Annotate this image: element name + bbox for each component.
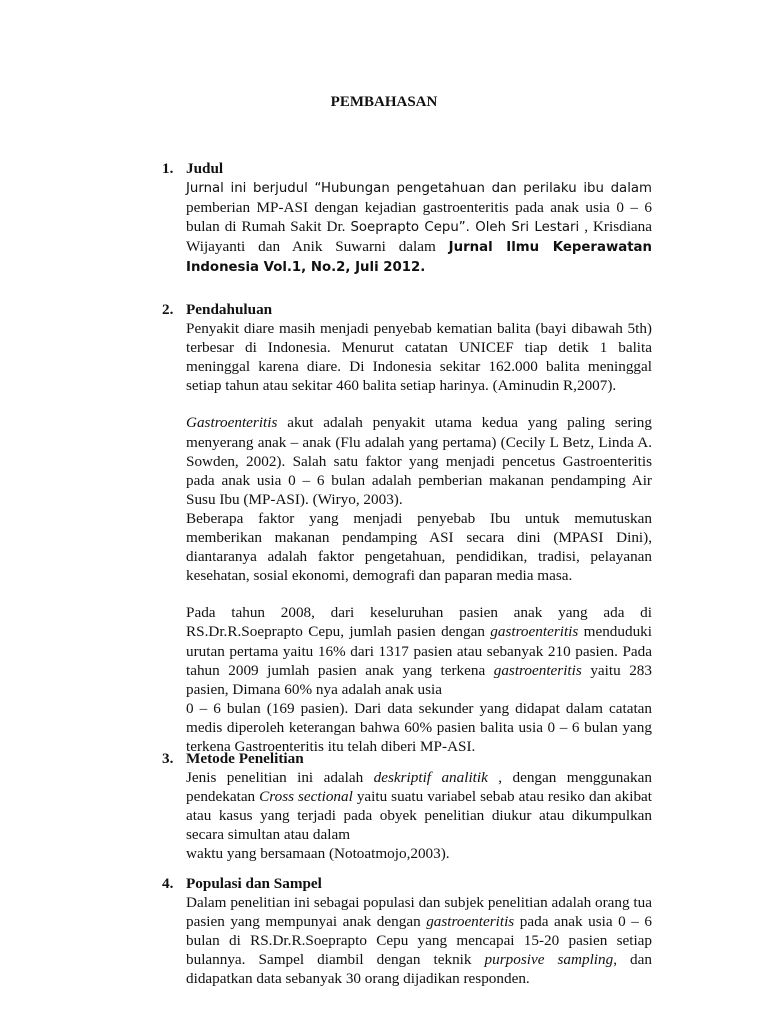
section-paragraph: Dalam penelitian ini sebagai populasi dan subjek penelitian adalah orang tua pasien yang mempunyai anak dengan gastroenteritis pada anak usia 0 – 6 bulan di RS.Dr.R.Soeprapto Cepu yang mencapai 15-20 pasien setiap bulannya. Sampel diambil dengan teknik purposive sampling, dan didapatkan data sebanyak 30 orang dijadikan responden. bbox=[186, 894, 652, 988]
section-populasi bbox=[162, 874, 652, 989]
section-heading: Populasi dan Sampel bbox=[186, 875, 322, 892]
section-metode bbox=[162, 749, 652, 864]
section-heading: Pendahuluan bbox=[186, 301, 273, 318]
section-number: 4. bbox=[162, 875, 174, 892]
section-number: 3. bbox=[162, 750, 174, 767]
section-paragraph: Jenis penelitian ini adalah deskriptif analitik , dengan menggunakan pendekatan Cross sectional yaitu suatu variabel sebab atau resiko dan akibat atau kasus yang terjadi pada obyek penelitian diukur atau dikumpulkan secara simultan atau dalam bbox=[186, 769, 652, 844]
section-paragraph: Penyakit diare masih menjadi penyebab kematian balita (bayi dibawah 5th) terbesar di Indonesia. Menurut catatan UNICEF tiap detik 1 balita meninggal karena diare. Di Indonesia sekitar 162.000 balita meninggal setiap tahun atau sekitar 460 balita setiap harinya. (Aminudin R,2007). bbox=[186, 320, 652, 395]
section-paragraph: waktu yang bersamaan (Notoatmojo,2003). bbox=[186, 845, 450, 863]
section-heading: Metode Penelitian bbox=[186, 750, 304, 767]
section-heading: Judul bbox=[186, 160, 224, 177]
page-title: PEMBAHASAN bbox=[330, 94, 438, 110]
section-paragraph: Gastroenteritis akut adalah penyakit utama kedua yang paling sering menyerang anak – anak (Flu adalah yang pertama) (Cecily L Betz, Linda A. Sowden, 2002). Salah satu faktor yang menjadi pencetus Gastroenteritis pada anak usia 0 – 6 bulan adalah pemberian makanan pendamping Air Susu Ibu (MP-ASI). (Wiryo, 2003). bbox=[186, 414, 652, 508]
section-number: 1. bbox=[162, 160, 174, 177]
section-paragraph: Jurnal ini berjudul “Hubungan pengetahuan dan perilaku ibu dalam pemberian MP-ASI dengan kejadian gastroenteritis pada anak usia 0 – 6 bulan di Rumah Sakit Dr. Soeprapto Cepu”. Oleh Sri Lestari , Krisdiana Wijayanti dan Anik Suwarni dalam Jurnal Ilmu Keperawatan Indonesia Vol.1, No.2, Juli 2012. bbox=[186, 181, 652, 276]
section-number: 2. bbox=[162, 301, 174, 318]
section-paragraph: Beberapa faktor yang menjadi penyebab Ibu untuk memutuskan memberikan makanan pendamping ASI secara dini (MPASI Dini), diantaranya adalah faktor pengetahuan, pendidikan, tradisi, pelayanan kesehatan, sosial ekonomi, demografi dan paparan media masa. bbox=[186, 509, 652, 585]
section-judul bbox=[162, 159, 652, 278]
section-pendahuluan bbox=[162, 300, 652, 756]
section-paragraph: 0 – 6 bulan (169 pasien). Dari data sekunder yang didapat dalam catatan medis diperoleh keterangan bahwa 60% pasien balita usia 0 – 6 bulan yang terkena Gastroenteritis itu telah diberi MP-ASI. bbox=[186, 699, 652, 755]
section-paragraph: Pada tahun 2008, dari keseluruhan pasien anak yang ada di RS.Dr.R.Soeprapto Cepu, jumlah pasien dengan gastroenteritis menduduki urutan pertama yaitu 16% dari 1317 pasien atau sebanyak 210 pasien. Pada tahun 2009 jumlah pasien anak yang terkena gastroenteritis yaitu 283 pasien, Dimana 60% nya adalah anak usia bbox=[186, 604, 652, 698]
